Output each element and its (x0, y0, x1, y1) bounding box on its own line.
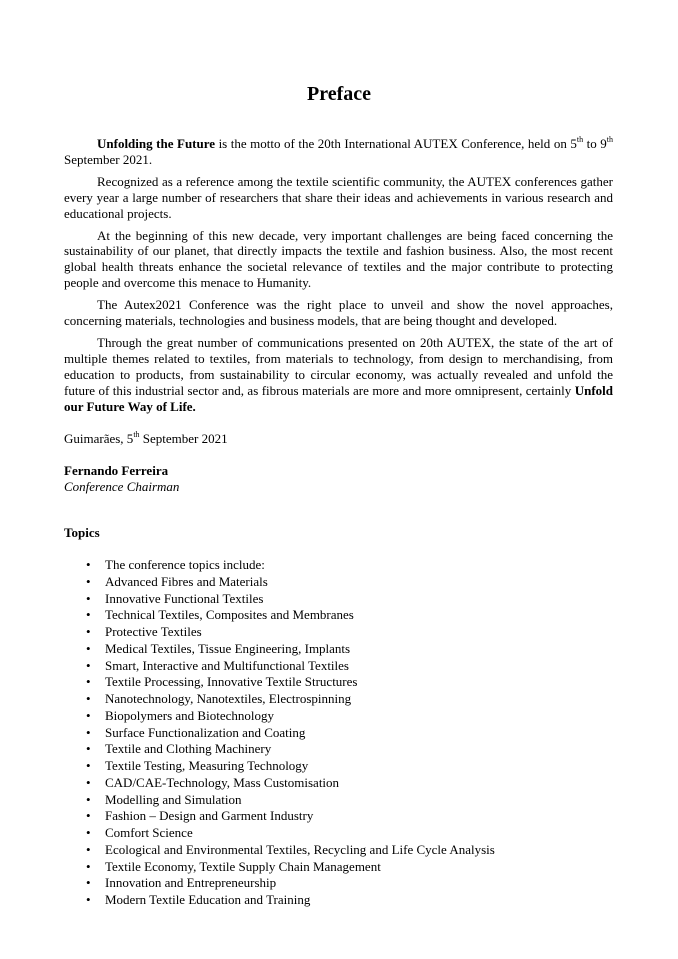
topic-list-item: • Protective Textiles (64, 624, 495, 641)
topic-list-item: • Textile Testing, Measuring Technology (64, 758, 495, 775)
topic-list-item: • Technical Textiles, Composites and Membranes (64, 607, 495, 624)
place-date (64, 431, 228, 447)
topic-list-item: • Comfort Science (64, 825, 495, 842)
closing-motto: Unfold our Future Way of Life. (64, 382, 613, 414)
topic-list-item: • Innovation and Entrepreneurship (64, 875, 495, 892)
signature-block (64, 463, 179, 495)
paragraph-1 (64, 136, 613, 168)
signatory-role: Conference Chairman (64, 479, 180, 494)
place-date-superscript: th (133, 429, 140, 439)
paragraph-2: Recognized as a reference among the textile scientific community, the AUTEX conferences gather every year a large number of researchers that share their ideas and achievements in various research and educational projects. (64, 173, 613, 221)
superscript-th-2: th (606, 134, 613, 144)
paragraph-4: The Autex2021 Conference was the right place to unveil and show the novel approaches, concerning materials, technologies and business models, that are being thought and developed. (64, 297, 613, 329)
topic-list-item: • Ecological and Environmental Textiles, Recycling and Life Cycle Analysis (64, 842, 495, 859)
page-title: Preface (306, 83, 372, 105)
paragraph-1-text-c: September 2021. (64, 151, 153, 167)
topic-list-item: • Advanced Fibres and Materials (64, 574, 495, 591)
topics-heading: Topics (64, 525, 100, 540)
topic-list-item: • Fashion – Design and Garment Industry (64, 808, 495, 825)
paragraph-3: At the beginning of this new decade, very important challenges are being faced concerning the sustainability of our planet, that directly impacts the textile and fashion business. Also, the most recent global health threats enhance the societal relevance of textiles and the major contribute to protecting people and overcome this menace to Humanity. (64, 227, 613, 291)
paragraph-1-text-a: is the motto of the 20th International AUTEX Conference, held on 5 (215, 136, 577, 151)
motto-text: Unfolding the Future (97, 136, 216, 151)
preface-body (64, 136, 613, 415)
topic-list-item: • Textile and Clothing Machinery (64, 741, 495, 758)
superscript-th-1: th (576, 134, 584, 144)
topic-list-item: • Modelling and Simulation (64, 792, 495, 809)
topic-list-item: • The conference topics include: (64, 557, 495, 574)
topic-list-item: • Textile Processing, Innovative Textile Structures (64, 674, 495, 691)
signatory-name: Fernando Ferreira (64, 463, 169, 478)
topic-list-item: • Biopolymers and Biotechnology (64, 708, 495, 725)
topic-list-item: • Nanotechnology, Nanotextiles, Electrospinning (64, 691, 495, 708)
topic-list-item: • Surface Functionalization and Coating (64, 725, 495, 742)
topic-list-item: • Smart, Interactive and Multifunctional Textiles (64, 658, 495, 675)
place-date-text-a: Guimarães, 5 (64, 431, 134, 446)
paragraph-1-text-b: to 9 (583, 136, 607, 151)
topic-list-item: • Textile Economy, Textile Supply Chain Management (64, 859, 495, 876)
paragraph-5-text: Through the great number of communications presented on 20th AUTEX, the state of the art of multiple themes related to textiles, from materials to technology, from design to merchandising, from education to products, from sustainability to circular economy, was actually revealed and unfold the future of this industrial sector and, as fibrous materials are more and more omnipresent, certainly (64, 334, 613, 398)
topic-list-item: • Modern Textile Education and Training (64, 892, 495, 909)
paragraph-5 (64, 335, 613, 415)
topic-list-item: • Medical Textiles, Tissue Engineering, Implants (64, 641, 495, 658)
topics-list (64, 557, 495, 909)
place-date-text-b: September 2021 (139, 431, 228, 446)
topic-list-item: • CAD/CAE-Technology, Mass Customisation (64, 775, 495, 792)
topic-list-item: • Innovative Functional Textiles (64, 591, 495, 608)
